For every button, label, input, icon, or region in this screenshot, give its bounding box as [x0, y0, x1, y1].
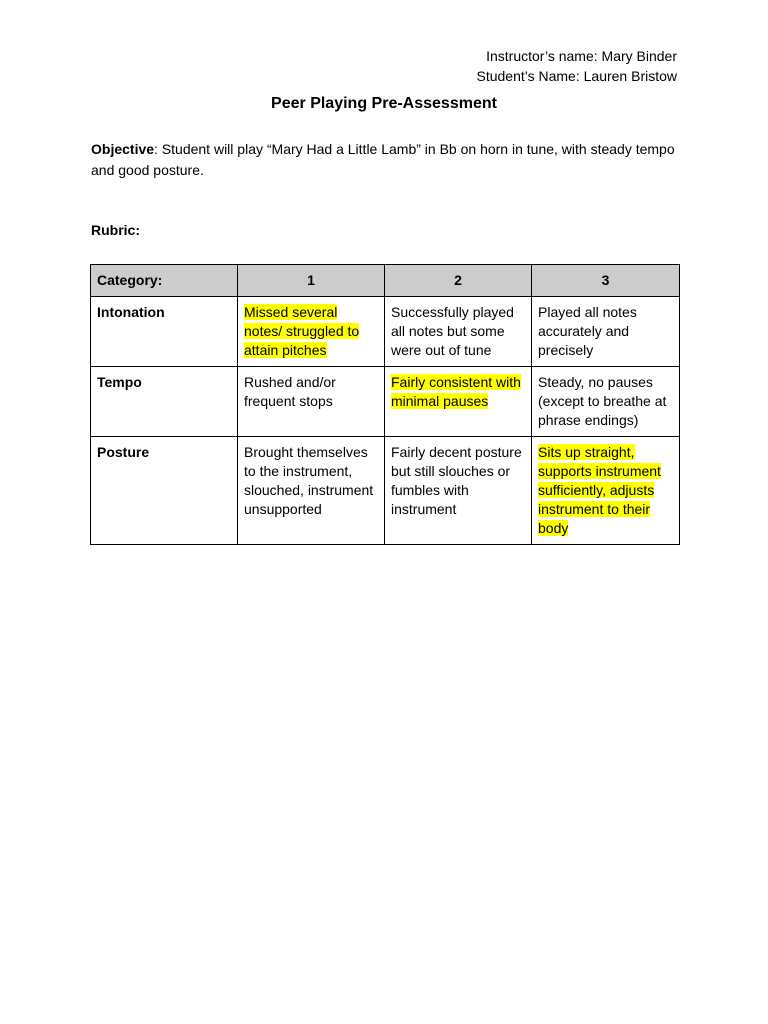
table-row-intonation: [91, 297, 680, 367]
table-cell: [385, 367, 532, 437]
page-title: Peer Playing Pre-Assessment: [271, 95, 497, 112]
table-cell: Steady, no pauses (except to breathe at phrase endings): [532, 367, 680, 437]
table-cell: Played all notes accurately and precisely: [532, 297, 680, 367]
row-category: Intonation: [91, 297, 238, 367]
table-row-posture: [91, 437, 680, 545]
student-name: Student’s Name: Lauren Bristow: [476, 68, 677, 84]
row-category: Tempo: [91, 367, 238, 437]
table-cell: Rushed and/or frequent stops: [238, 367, 385, 437]
table-cell: Successfully played all notes but some were out of tune: [385, 297, 532, 367]
document-header: [476, 46, 677, 86]
header-category: Category:: [91, 265, 238, 297]
table-cell: [532, 437, 680, 545]
table-header-row: [91, 265, 680, 297]
highlighted-text: Sits up straight, supports instrument sufficiently, adjusts instrument to their body: [538, 444, 661, 536]
highlighted-text: Fairly consistent with minimal pauses: [391, 374, 521, 409]
objective-paragraph: [91, 139, 681, 181]
table-cell: Brought themselves to the instrument, slouched, instrument unsupported: [238, 437, 385, 545]
table-row-tempo: [91, 367, 680, 437]
objective-label: Objective: [91, 141, 155, 157]
header-score-2: 2: [385, 265, 532, 297]
instructor-name: Instructor’s name: Mary Binder: [486, 48, 677, 64]
highlighted-text: Missed several notes/ struggled to attain pitches: [244, 304, 360, 358]
table-cell: [238, 297, 385, 367]
objective-text: : Student will play “Mary Had a Little Lamb” in Bb on horn in tune, with steady tempo and good posture.: [91, 141, 675, 178]
rubric-label: Rubric:: [91, 222, 140, 238]
header-score-1: 1: [238, 265, 385, 297]
table-cell: Fairly decent posture but still slouches or fumbles with instrument: [385, 437, 532, 545]
header-score-3: 3: [532, 265, 680, 297]
rubric-table: [90, 264, 680, 545]
row-category: Posture: [91, 437, 238, 545]
